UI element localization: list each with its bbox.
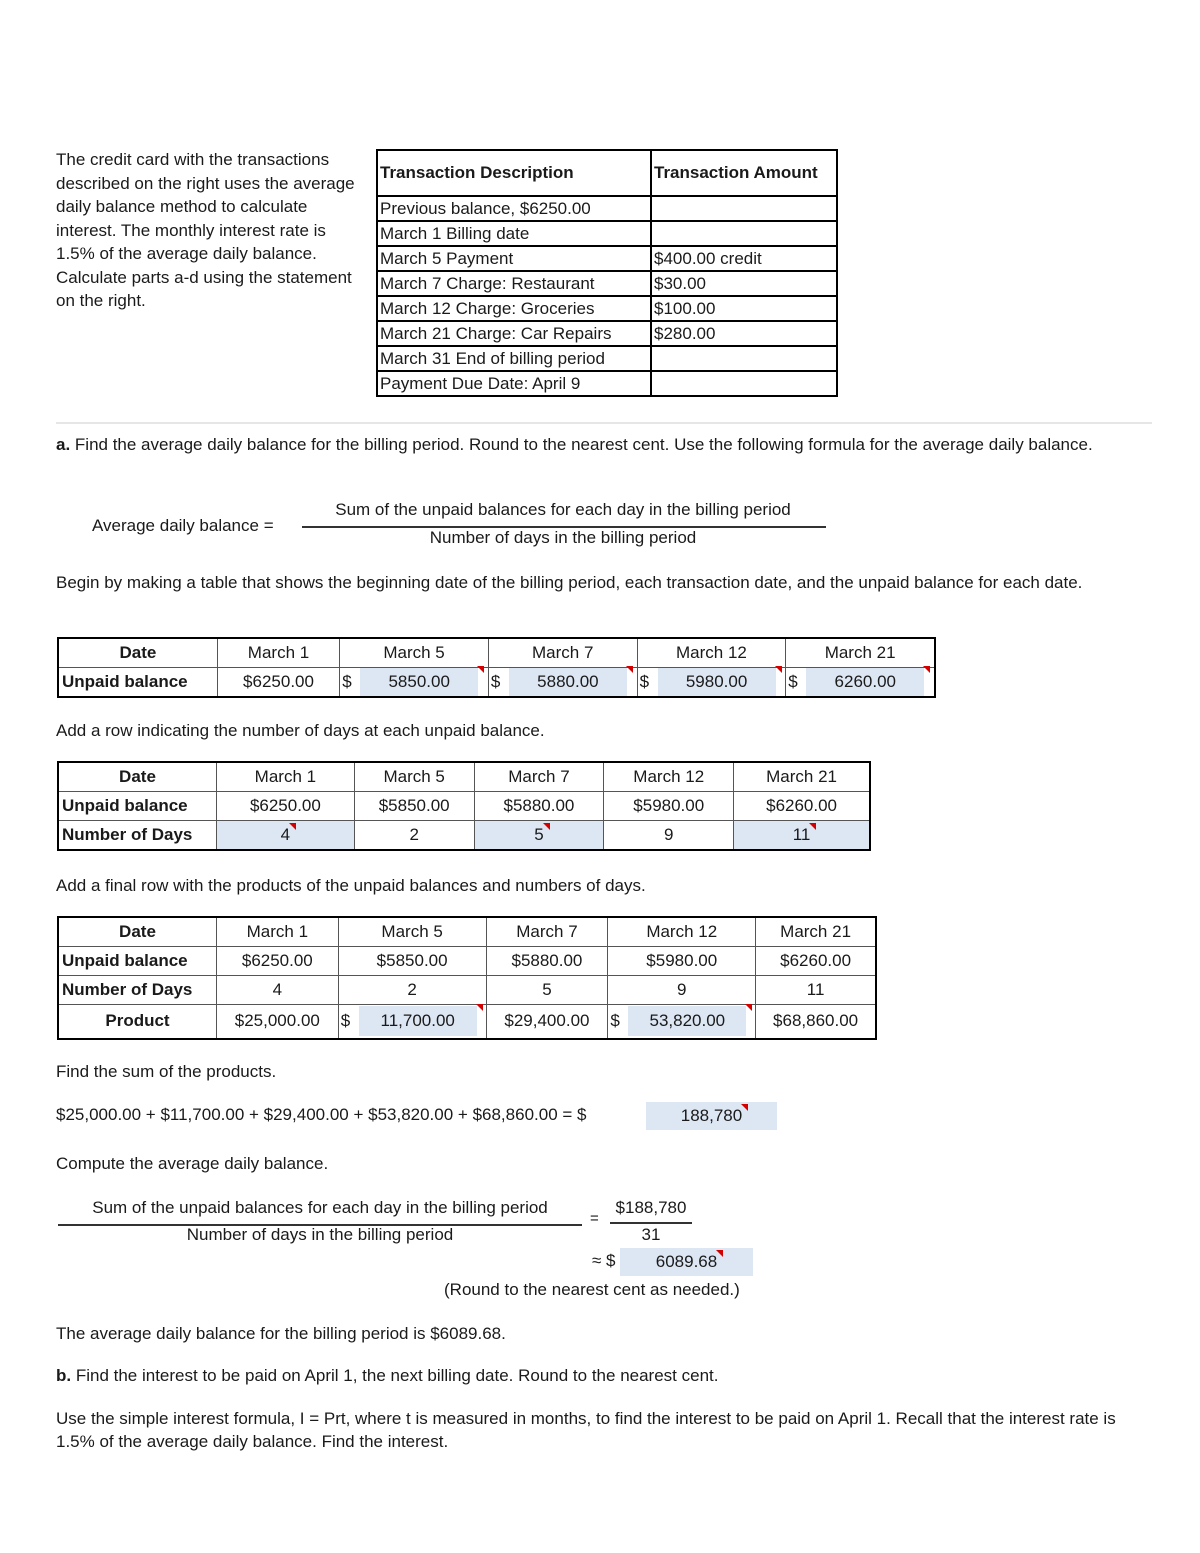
days-cell: 4 xyxy=(216,976,338,1005)
tx-amount xyxy=(651,196,837,221)
currency-symbol: $ xyxy=(340,1011,351,1031)
date-cell: March 12 xyxy=(637,638,786,668)
days-cell: 5 xyxy=(486,976,608,1005)
balance-answer-cell xyxy=(488,668,637,698)
product-cell: $25,000.00 xyxy=(216,1005,338,1039)
part-a-text: Find the average daily balance for the billing period. Round to the nearest cent. Use the following formula for the average daily balance. xyxy=(70,435,1093,454)
formula-lhs: Average daily balance = xyxy=(92,516,274,535)
calc-denominator-text: Number of days in the billing period xyxy=(186,1225,454,1244)
balance-answer-cell xyxy=(340,668,489,698)
product-label: Product xyxy=(58,1005,216,1039)
instruction-table3: Add a final row with the products of the unpaid balances and numbers of days. xyxy=(56,876,646,895)
formula-denominator: Number of days in the billing period xyxy=(429,528,697,547)
tx-amount xyxy=(651,221,837,246)
date-cell: March 7 xyxy=(486,917,608,947)
days-cell: 9 xyxy=(604,821,734,851)
date-label: Date xyxy=(58,638,217,668)
instruction-sum: Find the sum of the products. xyxy=(56,1062,277,1081)
part-a-question xyxy=(56,433,1146,456)
tx-desc: Previous balance, $6250.00 xyxy=(377,196,651,221)
tx-desc: March 31 End of billing period xyxy=(377,346,651,371)
average-answer-value: 6089.68 xyxy=(655,1252,718,1271)
tx-header-description: Transaction Description xyxy=(377,150,651,196)
part-b-text: Find the interest to be paid on April 1, the next billing date. Round to the nearest cent. xyxy=(71,1366,719,1385)
date-cell: March 1 xyxy=(216,917,338,947)
tx-amount: $100.00 xyxy=(651,296,837,321)
instruction-table1: Begin by making a table that shows the beginning date of the billing period, each transaction date, and the unpaid balance for each date. xyxy=(56,573,1083,592)
balance-table xyxy=(57,637,936,698)
calc-numerator-value: $188,780 xyxy=(615,1198,687,1217)
instruction-average: Compute the average daily balance. xyxy=(56,1154,329,1173)
product-answer-cell xyxy=(608,1005,756,1039)
average-answer-input[interactable] xyxy=(620,1248,753,1276)
table-row xyxy=(58,917,876,947)
number-of-days-label: Number of Days xyxy=(58,976,216,1005)
tx-desc: March 1 Billing date xyxy=(377,221,651,246)
date-cell: March 1 xyxy=(217,638,339,668)
tx-amount: $30.00 xyxy=(651,271,837,296)
round-note: (Round to the nearest cent as needed.) xyxy=(444,1280,740,1299)
calc-numerator-text: Sum of the unpaid balances for each day in the billing period xyxy=(92,1198,548,1217)
days-value: 4 xyxy=(280,825,291,844)
unpaid-balance-label: Unpaid balance xyxy=(58,792,216,821)
part-b-label: b. xyxy=(56,1366,72,1385)
product-answer-input[interactable]: 11,700.00 xyxy=(359,1006,477,1036)
tx-desc: March 12 Charge: Groceries xyxy=(377,296,651,321)
product-answer-cell xyxy=(338,1005,486,1039)
currency-symbol: $ xyxy=(490,672,501,691)
tx-desc: March 5 Payment xyxy=(377,246,651,271)
days-cell: 9 xyxy=(608,976,756,1005)
balance-cell: $6250.00 xyxy=(216,792,354,821)
product-answer-input[interactable]: 53,820.00 xyxy=(628,1006,746,1036)
sum-answer-value: 188,780 xyxy=(680,1106,743,1125)
balance-answer-input[interactable]: 6260.00 xyxy=(806,668,924,696)
balance-cell: $5880.00 xyxy=(474,792,604,821)
instruction-table2: Add a row indicating the number of days at each unpaid balance. xyxy=(56,721,545,740)
balance-cell: $6260.00 xyxy=(756,947,876,976)
date-cell: March 5 xyxy=(338,917,486,947)
tx-amount: $280.00 xyxy=(651,321,837,346)
currency-symbol: $ xyxy=(342,672,352,691)
days-table xyxy=(57,761,871,851)
table-row xyxy=(58,976,876,1005)
section-divider xyxy=(56,422,1152,424)
date-cell: March 7 xyxy=(474,762,604,792)
date-cell: March 21 xyxy=(734,762,870,792)
table-row xyxy=(58,792,870,821)
days-value: 5 xyxy=(534,825,544,844)
transaction-table xyxy=(376,149,838,397)
tx-header-amount: Transaction Amount xyxy=(651,150,837,196)
date-label: Date xyxy=(58,762,216,792)
date-cell: March 21 xyxy=(756,917,876,947)
date-cell: March 5 xyxy=(354,762,474,792)
tx-desc: Payment Due Date: April 9 xyxy=(377,371,651,396)
date-cell: March 12 xyxy=(608,917,756,947)
average-conclusion: The average daily balance for the billing period is $6089.68. xyxy=(56,1324,506,1343)
table-row xyxy=(58,1005,876,1039)
days-value: 11 xyxy=(792,825,811,844)
unpaid-balance-label: Unpaid balance xyxy=(58,947,216,976)
part-a-label: a. xyxy=(56,435,71,454)
sum-expression: $25,000.00 + $11,700.00 + $29,400.00 + $53,820.00 + $68,860.00 = $ xyxy=(56,1105,587,1124)
product-cell: $68,860.00 xyxy=(756,1005,876,1039)
balance-cell: $6260.00 xyxy=(734,792,870,821)
part-b-question xyxy=(56,1364,1146,1387)
tx-amount xyxy=(651,371,837,396)
unpaid-balance-label: Unpaid balance xyxy=(58,668,217,698)
date-cell: March 1 xyxy=(216,762,354,792)
table-row xyxy=(58,947,876,976)
equals-sign: = xyxy=(590,1210,599,1227)
days-answer-input[interactable] xyxy=(474,821,604,851)
balance-cell: $5850.00 xyxy=(354,792,474,821)
date-label: Date xyxy=(58,917,216,947)
table-row xyxy=(58,668,935,698)
balance-answer-input[interactable]: 5850.00 xyxy=(360,668,478,696)
date-cell: March 21 xyxy=(786,638,935,668)
balance-cell: $5980.00 xyxy=(604,792,734,821)
calc-denominator-value: 31 xyxy=(641,1225,661,1244)
number-of-days-label: Number of Days xyxy=(58,821,216,851)
table-row xyxy=(58,762,870,792)
balance-answer-cell xyxy=(637,668,786,698)
table-row xyxy=(58,638,935,668)
currency-symbol: $ xyxy=(788,672,798,691)
balance-cell: $5880.00 xyxy=(486,947,608,976)
tx-desc: March 7 Charge: Restaurant xyxy=(377,271,651,296)
currency-symbol: $ xyxy=(610,1011,620,1031)
table-row xyxy=(58,821,870,851)
balance-cell: $6250.00 xyxy=(217,668,339,698)
balance-cell: $6250.00 xyxy=(216,947,338,976)
currency-symbol: $ xyxy=(639,672,650,691)
approx-dollar: ≈ $ xyxy=(592,1251,616,1270)
days-answer-input[interactable] xyxy=(216,821,354,851)
sum-answer-input[interactable] xyxy=(646,1102,777,1130)
formula-numerator: Sum of the unpaid balances for each day in the billing period xyxy=(335,500,791,519)
balance-answer-input[interactable]: 5980.00 xyxy=(658,668,776,696)
balance-cell: $5980.00 xyxy=(608,947,756,976)
date-cell: March 12 xyxy=(604,762,734,792)
days-cell: 2 xyxy=(354,821,474,851)
balance-answer-input[interactable]: 5880.00 xyxy=(509,668,627,696)
date-cell: March 7 xyxy=(488,638,637,668)
tx-amount: $400.00 credit xyxy=(651,246,837,271)
tx-amount xyxy=(651,346,837,371)
days-cell: 11 xyxy=(756,976,876,1005)
product-cell: $29,400.00 xyxy=(486,1005,608,1039)
date-cell: March 5 xyxy=(340,638,489,668)
part-b-instruction: Use the simple interest formula, I = Prt, where t is measured in months, to find the interest to be paid on April 1. Recall that the interest rate is 1.5% of the average daily balance. Find the interest. xyxy=(56,1409,1116,1451)
intro-text: The credit card with the transactions described on the right uses the average daily balance method to calculate interest. The monthly interest rate is 1.5% of the average daily balance. Calculate parts a-d using the statement on the right. xyxy=(56,150,355,310)
product-table xyxy=(57,916,877,1040)
days-cell: 2 xyxy=(338,976,486,1005)
days-answer-input[interactable] xyxy=(734,821,870,851)
balance-cell: $5850.00 xyxy=(338,947,486,976)
calc-value-fraction-line xyxy=(610,1222,692,1224)
tx-desc: March 21 Charge: Car Repairs xyxy=(377,321,651,346)
balance-answer-cell xyxy=(786,668,935,698)
